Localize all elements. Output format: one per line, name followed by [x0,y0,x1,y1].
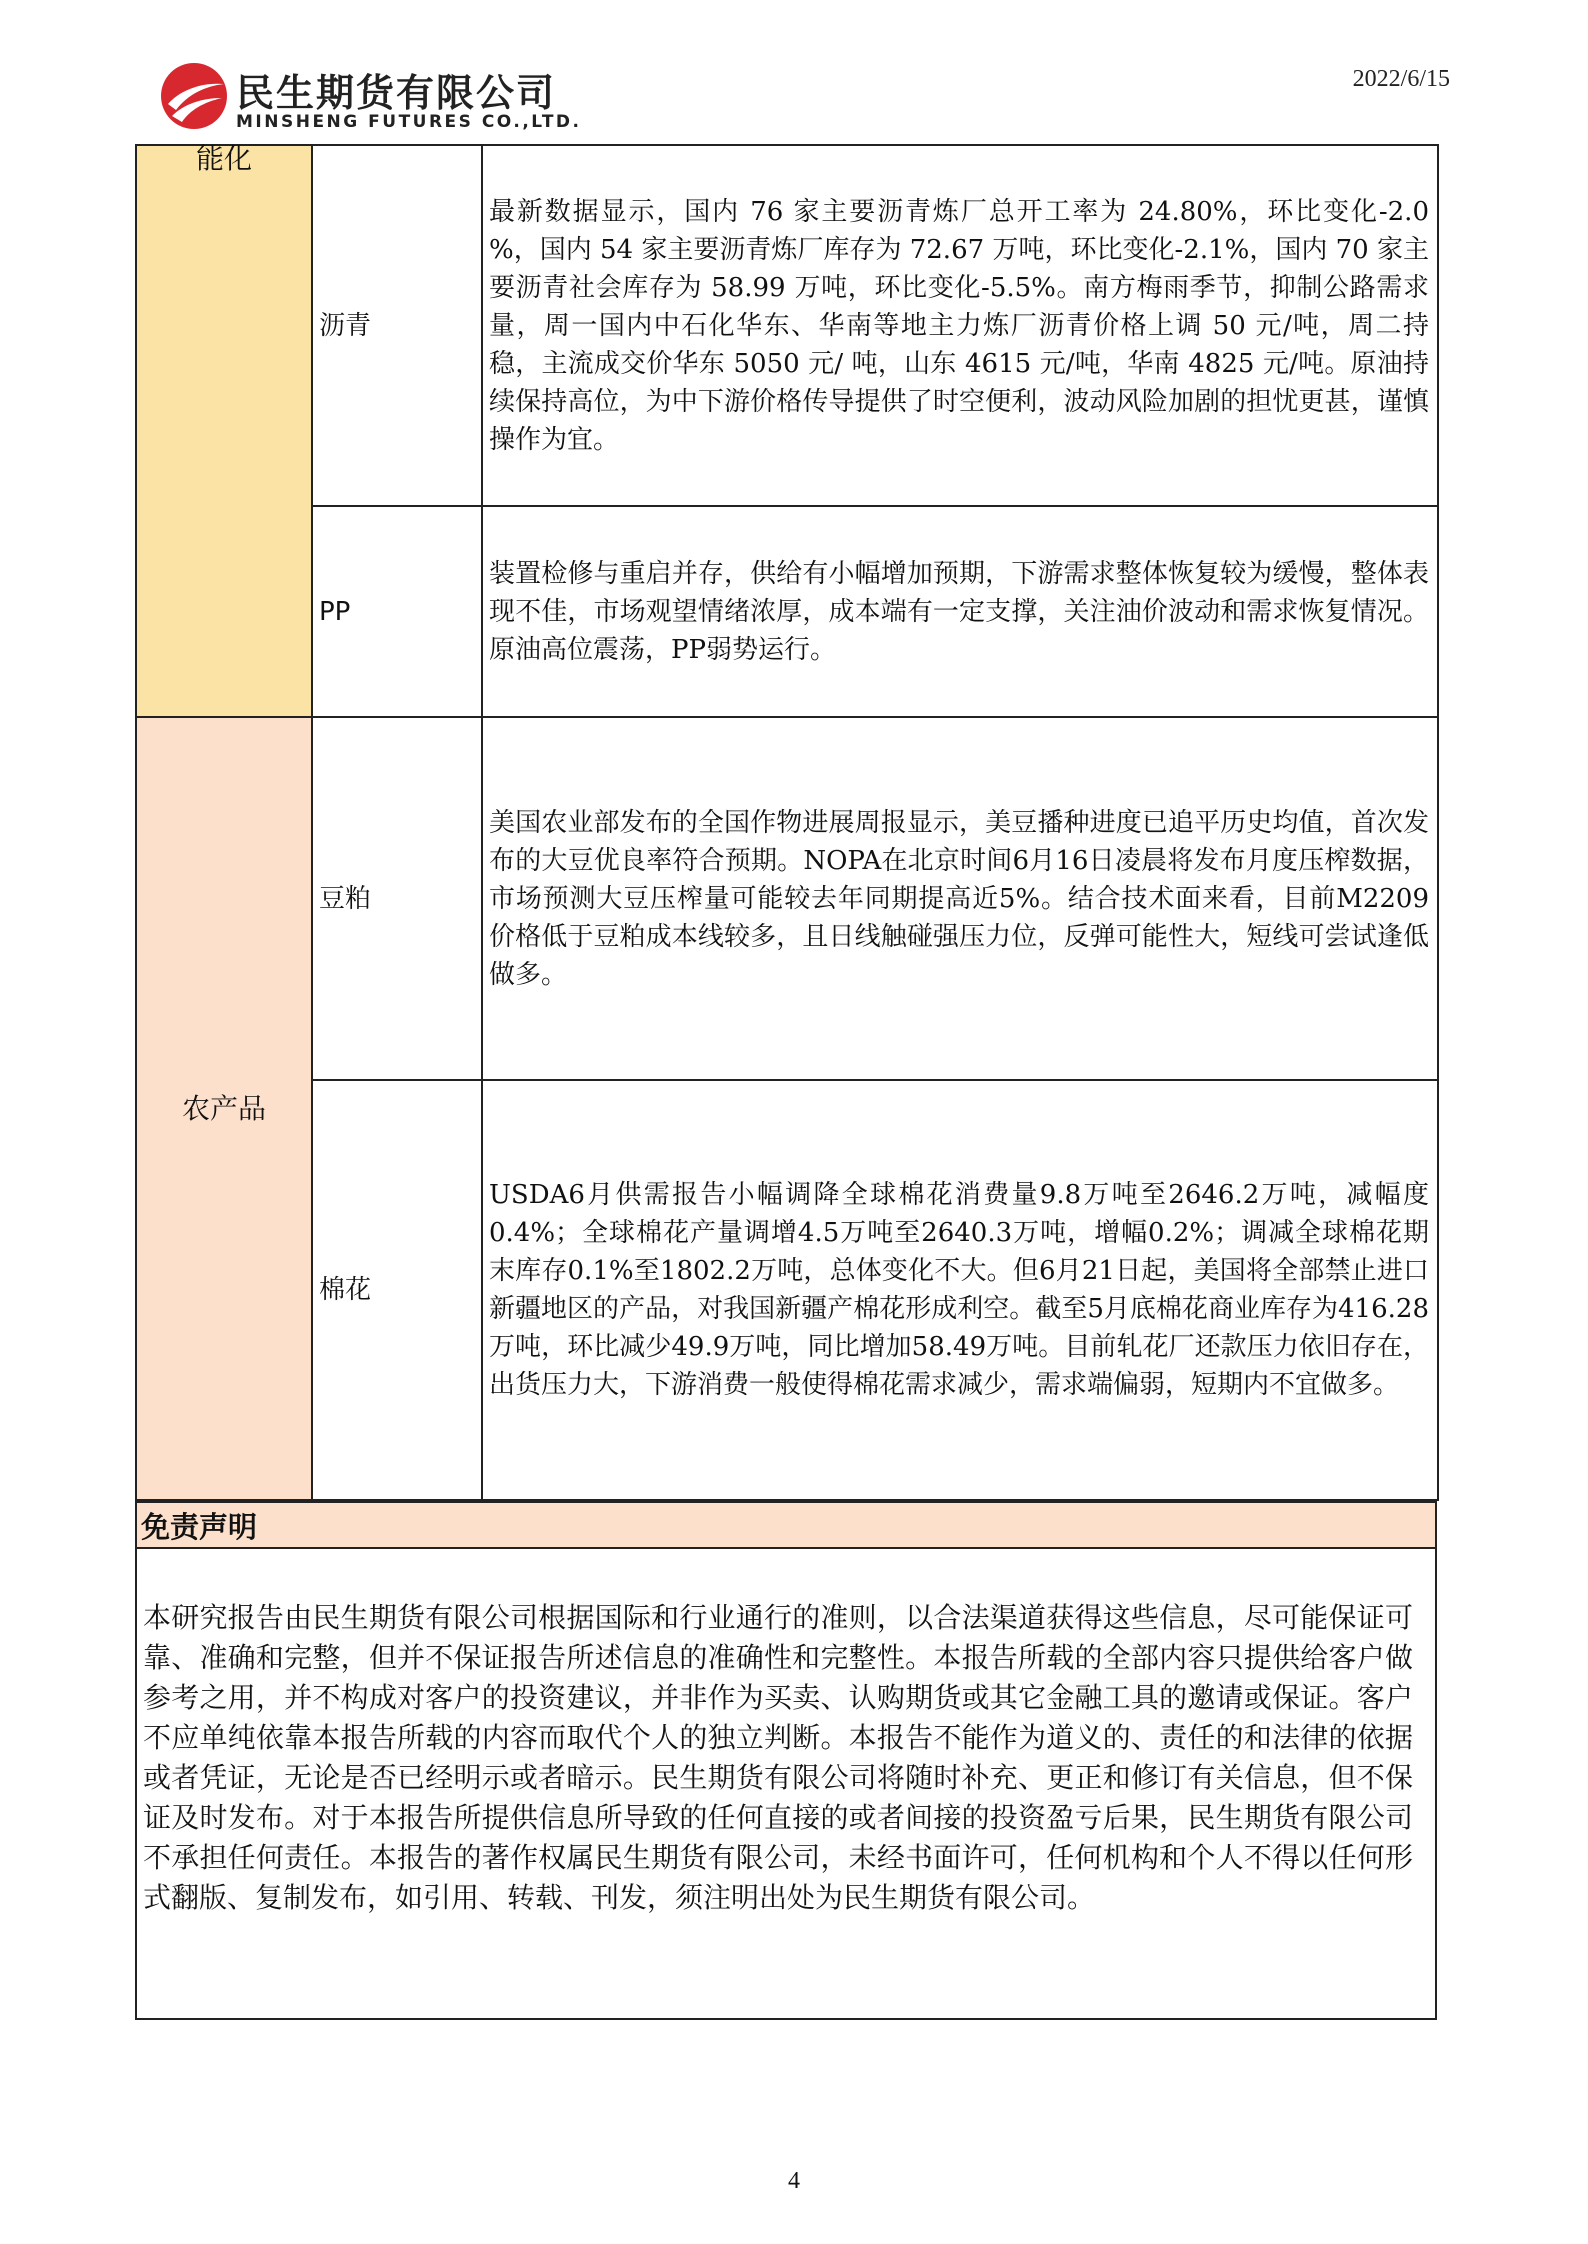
report-date: 2022/6/15 [1352,66,1450,92]
disclaimer-body [135,1548,1437,2020]
company-name-cn: 民生期货有限公司 [236,71,557,115]
category-cell-energy [136,142,312,717]
table-row [136,145,1438,506]
category-label: 能化 [195,142,252,175]
minsheng-logo-icon [158,60,230,132]
product-name-cell: 棉花 [312,1080,482,1500]
analysis-text: USDA6月供需报告小幅调降全球棉花消费量9.8万吨至2646.2万吨，减幅度0.4%；全球棉花产量调增4.5万吨至2640.3万吨，增幅0.2%；调减全球棉花期末库存0.1%至1802.2万吨，总体变化不大。但6月21日起，美国将全部禁止进口新疆地区的产品，对我国新疆产棉花形成利空。截至5月底棉花商业库存为416.28万吨，环比减少49.9万吨，同比增加58.49万吨。目前轧花厂还款压力依旧存在，出货压力大，下游消费一般使得棉花需求减少，需求端偏弱，短期内不宜做多。 [482,1080,1438,1500]
analysis-text: 美国农业部发布的全国作物进展周报显示，美豆播种进度已追平历史均值，首次发布的大豆优良率符合预期。NOPA在北京时间6月16日凌晨将发布月度压榨数据，市场预测大豆压榨量可能较去年同期提高近5%。结合技术面来看，目前M2209价格低于豆粕成本线较多，且日线触碰强压力位，反弹可能性大，短线可尝试逢低做多。 [482,717,1438,1080]
product-name-cell: 豆粕 [312,717,482,1080]
category-cell-agri [136,717,312,1500]
table-row [136,717,1438,1080]
table-row [136,1080,1438,1500]
disclaimer-text: 本研究报告由民生期货有限公司根据国际和行业通行的准则，以合法渠道获得这些信息，尽可能保证可靠、准确和完整，但并不保证报告所述信息的准确性和完整性。本报告所载的全部内容只提供给客户做参考之用，并不构成对客户的投资建议，并非作为买卖、认购期货或其它金融工具的邀请或保证。客户不应单纯依靠本报告所载的内容而取代个人的独立判断。本报告不能作为道义的、责任的和法律的依据或者凭证，无论是否已经明示或者暗示。民生期货有限公司将随时补充、更正和修订有关信息，但不保证及时发布。对于本报告所提供信息所导致的任何直接的或者间接的投资盈亏后果，民生期货有限公司不承担任何责任。本报告的著作权属民生期货有限公司，未经书面许可，任何机构和个人不得以任何形式翻版、复制发布，如引用、转载、刊发，须注明出处为民生期货有限公司。 [143,1601,1413,1914]
page-header [0,0,1588,150]
category-label: 农产品 [181,1091,266,1125]
table-row [136,506,1438,717]
company-logo [158,60,638,150]
page-number: 4 [788,2168,800,2194]
disclaimer-title: 免责声明 [141,1510,258,1544]
analysis-text: 最新数据显示，国内 76 家主要沥青炼厂总开工率为 24.80%，环比变化-2.0 %，国内 54 家主要沥青炼厂库存为 72.67 万吨，环比变化-2.1%，国内 70 家主要沥青社会库存为 58.99 万吨，环比变化-5.5%。南方梅雨季节，抑制公路需求量，周一国内中石化华东、华南等地主力炼厂沥青价格上调 50 元/吨，周二持稳，主流成交价华东 5050 元/ 吨，山东 4615 元/吨，华南 4825 元/吨。原油持续保持高位，为中下游价格传导提供了时空便利，波动风险加剧的担忧更甚，谨慎操作为宜。 [482,145,1438,506]
product-name-cell: PP [312,506,482,717]
analysis-text: 装置检修与重启并存，供给有小幅增加预期，下游需求整体恢复较为缓慢，整体表现不佳，市场观望情绪浓厚，成本端有一定支撑，关注油价波动和需求恢复情况。原油高位震荡，PP弱势运行。 [482,506,1438,717]
product-name-cell: 沥青 [312,145,482,506]
disclaimer-header [135,1501,1437,1549]
company-name-en: MINSHENG FUTURES CO.,LTD. [236,112,582,132]
commodity-analysis-table [135,144,1439,1501]
